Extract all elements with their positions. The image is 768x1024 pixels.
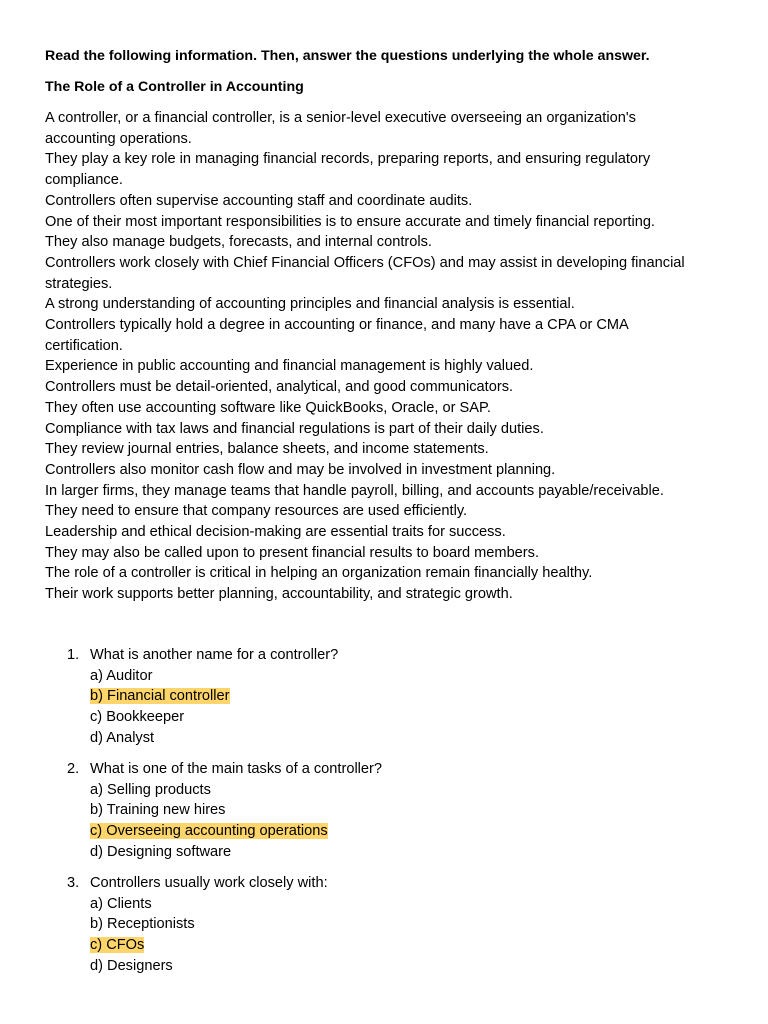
body-line: In larger firms, they manage teams that handle payroll, billing, and accounts payable/receivable. <box>45 482 664 499</box>
answer-option-label: d) Designers <box>90 957 173 974</box>
question-item <box>67 873 707 977</box>
body-line: accounting operations. <box>45 130 192 147</box>
answer-option-highlighted <box>90 935 707 956</box>
answer-option <box>90 842 707 863</box>
question-text: What is one of the main tasks of a controller? <box>90 760 383 777</box>
answer-option <box>90 728 707 749</box>
answer-option-highlighted <box>90 686 707 707</box>
body-line: A strong understanding of accounting principles and financial analysis is essential. <box>45 296 575 313</box>
body-line: Compliance with tax laws and financial regulations is part of their daily duties. <box>45 420 544 437</box>
body-line: Experience in public accounting and financial management is highly valued. <box>45 358 534 375</box>
body-line: The role of a controller is critical in helping an organization remain financially healthy. <box>45 565 593 582</box>
answer-option-label: a) Selling products <box>90 781 211 798</box>
body-line: They also manage budgets, forecasts, and internal controls. <box>45 234 432 251</box>
question-item <box>67 759 707 863</box>
answer-option <box>90 800 707 821</box>
body-line: They often use accounting software like QuickBooks, Oracle, or SAP. <box>45 399 491 416</box>
answer-option-label: d) Analyst <box>90 729 155 746</box>
body-line: compliance. <box>45 172 123 189</box>
answer-option <box>90 707 707 728</box>
answer-option <box>90 894 707 915</box>
answer-option-label: c) CFOs <box>90 936 145 953</box>
body-line: They review journal entries, balance sheets, and income statements. <box>45 441 489 458</box>
answer-option-label: c) Bookkeeper <box>90 709 185 726</box>
body-line: Controllers must be detail-oriented, analytical, and good communicators. <box>45 379 514 396</box>
body-line: Controllers also monitor cash flow and may be involved in investment planning. <box>45 461 556 478</box>
body-line: They play a key role in managing financial records, preparing reports, and ensuring regulatory <box>45 151 651 168</box>
question-item <box>67 645 707 749</box>
answer-option-label: a) Clients <box>90 895 152 912</box>
body-line: Controllers often supervise accounting staff and coordinate audits. <box>45 192 473 209</box>
question-number: 1. <box>67 647 80 663</box>
answer-option <box>90 666 707 687</box>
body-paragraph <box>45 108 725 605</box>
body-line: They may also be called upon to present financial results to board members. <box>45 544 540 561</box>
body-line: A controller, or a financial controller, is a senior-level executive overseeing an organization's <box>45 110 636 126</box>
body-line: They need to ensure that company resources are used efficiently. <box>45 503 468 520</box>
answer-option-label: a) Auditor <box>90 667 153 684</box>
answer-option-label: b) Training new hires <box>90 802 226 819</box>
body-line: Leadership and ethical decision-making are essential traits for success. <box>45 524 506 541</box>
body-line: Controllers typically hold a degree in accounting or finance, and many have a CPA or CMA <box>45 317 629 334</box>
body-line: Controllers work closely with Chief Financial Officers (CFOs) and may assist in developing financial <box>45 254 685 271</box>
answer-option-label: b) Receptionists <box>90 916 195 933</box>
question-number: 3. <box>67 874 80 891</box>
answer-option-label: c) Overseeing accounting operations <box>90 823 328 840</box>
answer-option <box>90 780 707 801</box>
body-line: One of their most important responsibilities is to ensure accurate and timely financial reporting. <box>45 213 655 230</box>
answer-option <box>90 914 707 935</box>
question-text: What is another name for a controller? <box>90 647 339 663</box>
instruction-text: Read the following information. Then, answer the questions underlying the whole answer. <box>45 48 650 64</box>
page-title: The Role of a Controller in Accounting <box>45 79 304 95</box>
question-text: Controllers usually work closely with: <box>90 874 328 891</box>
answer-option-highlighted <box>90 821 707 842</box>
question-number: 2. <box>67 760 80 777</box>
answer-option-label: d) Designing software <box>90 843 232 860</box>
body-line: Their work supports better planning, accountability, and strategic growth. <box>45 586 513 603</box>
answer-option <box>90 956 707 977</box>
body-line: certification. <box>45 337 123 354</box>
question-list <box>67 645 707 987</box>
body-line: strategies. <box>45 275 113 292</box>
answer-option-label: b) Financial controller <box>90 688 230 705</box>
